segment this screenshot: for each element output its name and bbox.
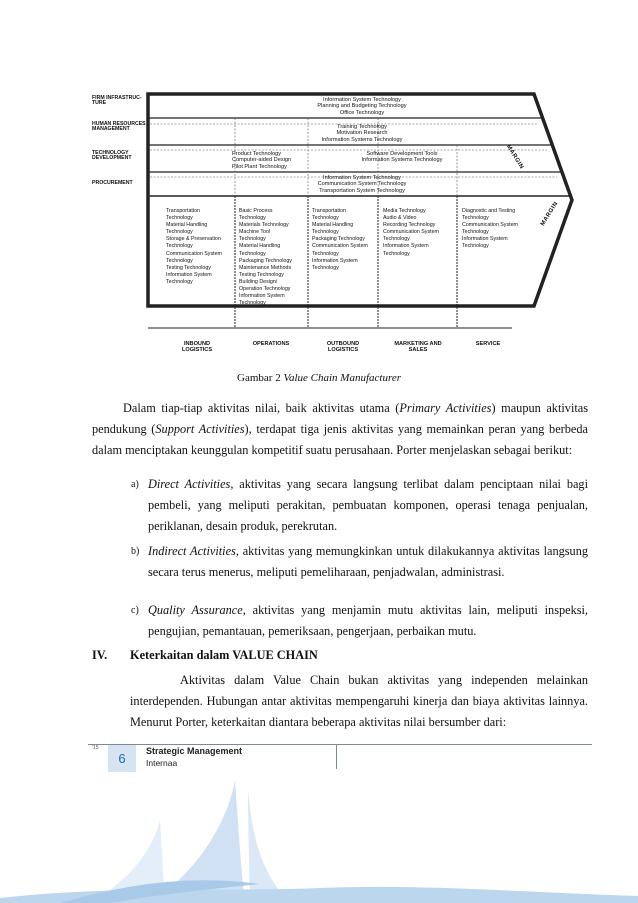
caption-prefix: Gambar 2 [237, 372, 281, 384]
list-term: Direct Activities [148, 477, 231, 491]
column-service: Diagnostic and Testing Technology Communication System Technology Information System Technology [462, 208, 518, 250]
item-text: Information System Technology [323, 97, 401, 103]
list-text: , aktivitas yang secara langsung terlibat dalam penciptaan nilai bagi pembeli, yang meliputi perakitan, pembuatan komponen, operasi tenaga penjualan, periklanan, desain produk, perekrutan. [148, 477, 588, 533]
item-text: Software Development Tools [366, 151, 438, 157]
item-text: Office Technology [339, 109, 385, 116]
list-term: Quality Assurance [148, 603, 243, 617]
list-item [131, 600, 589, 642]
item-text: Pilot Plant Technology [232, 163, 287, 170]
footer-title: Strategic Management [146, 746, 243, 756]
section-title: Keterkaitan dalam VALUE CHAIN [130, 648, 318, 662]
list-text: , aktivitas yang menjamin mutu aktivitas lain, meliputi inspeksi, pengujian, pemantauan, pemeriksaan, pengerjaan, perbaikan mutu. [148, 603, 589, 638]
label-marketing-sales: MARKETING AND SALES [394, 341, 442, 354]
infrastructure-items [252, 97, 472, 116]
paragraph-intro [92, 398, 588, 461]
item-text: Communication System Technology [317, 181, 407, 188]
label-outbound-logistics: OUTBOUND LOGISTICS [326, 341, 360, 354]
paragraph-linkages: Aktivitas dalam Value Chain bukan aktivitas yang independen melainkan interdependen. Hubungan antar aktivitas mempengaruhi kinerja dan biaya aktivitas lainnya. Menurut Porter, keterkaitan diantara beberapa aktivitas nilai bersumber dari: [130, 673, 588, 729]
item-text: Training Technology [337, 124, 387, 130]
item-text: Motivation Research [336, 130, 388, 137]
page-number-box [108, 745, 136, 772]
techdev-items-right [332, 151, 472, 164]
label-tech-development: TECHNOLOGY DEVELOPMENT [92, 150, 132, 162]
column-marketing: Media Technology Audio & Video Recording Technology Communication System Technology Information System Technology [383, 208, 439, 257]
term-support-activities: Support Activities [155, 422, 245, 436]
label-procurement: PROCUREMENT [92, 180, 133, 186]
text: ) maupun aktivitas pendukung ( [92, 401, 589, 436]
label-firm-infrastructure: FIRM INFRASTRUC- TURE [92, 95, 142, 107]
item-text: Information Systems Technology [321, 136, 403, 143]
margin-label-top: MARGIN [504, 144, 525, 171]
column-outbound: Transportation Technology Material Handling Technology Packaging Technology Communication System Technology Information System Technology [312, 208, 368, 271]
label-hrm: HUMAN RESOURCES MANAGEMENT [92, 121, 146, 133]
list-term: Indirect Activities [148, 544, 236, 558]
list-text: , aktivitas yang memungkinkan untuk dilakukannya aktivitas langsung secara terus menerus, meliputi pemeliharaan, penjadwalan, administrasi. [148, 544, 588, 579]
label-operations: OPERATIONS [252, 341, 290, 347]
item-text: Information Systems Technology [361, 157, 443, 164]
value-chain-figure [92, 88, 582, 360]
list-marker: b) [131, 546, 140, 557]
list-marker: a) [131, 479, 139, 490]
hrm-items [252, 124, 472, 143]
page-number: 6 [118, 751, 126, 766]
footer-subtitle: Internaa [146, 758, 178, 768]
text: Dalam tiap-tiap aktivitas nilai, baik aktivitas utama ( [123, 401, 400, 415]
text: ), terdapat tiga jenis aktivitas yang memainkan peran yang berbeda dalam menciptakan keunggulan kompetitif suatu perusahaan. Porter menjelaskan sebagai berikut: [92, 422, 588, 457]
decorative-sail-shapes [0, 780, 638, 903]
item-text: Transportation System Technology [319, 187, 405, 194]
footer-tiny-text: '15 [92, 745, 99, 751]
caption-name: Value Chain Manufacturer [283, 372, 401, 384]
techdev-items [232, 151, 342, 170]
column-inbound: Transportation Technology Material Handling Technology Storage & Preservation Technology Communication System Technology Testing Technology Information System Technology [166, 208, 222, 285]
item-text: Computer-aided Design [232, 157, 292, 164]
footer-divider [336, 745, 337, 769]
list-item [131, 541, 588, 583]
procurement-items [252, 175, 472, 194]
figure-caption [0, 372, 638, 384]
section-number: IV. [92, 648, 108, 662]
label-inbound-logistics: INBOUND LOGISTICS [181, 341, 213, 354]
label-service: SERVICE [475, 341, 501, 347]
margin-label-bottom: MARGIN [540, 200, 560, 228]
item-text: Information System Technology [323, 175, 401, 181]
sail-shape [248, 790, 290, 903]
column-operations: Basic Process Technology Materials Technology Machine Tool Technology Material Handling Technology Packaging Technology Maintenance Methods Testing Technology Building Design/ Operation Technology Information System Technology [239, 208, 292, 307]
list-item [131, 474, 588, 537]
item-text: Product Technology [232, 151, 282, 157]
list-marker: c) [131, 605, 139, 616]
item-text: Planning and Budgeting Technology [317, 103, 407, 110]
term-primary-activities: Primary Activities [399, 401, 492, 415]
